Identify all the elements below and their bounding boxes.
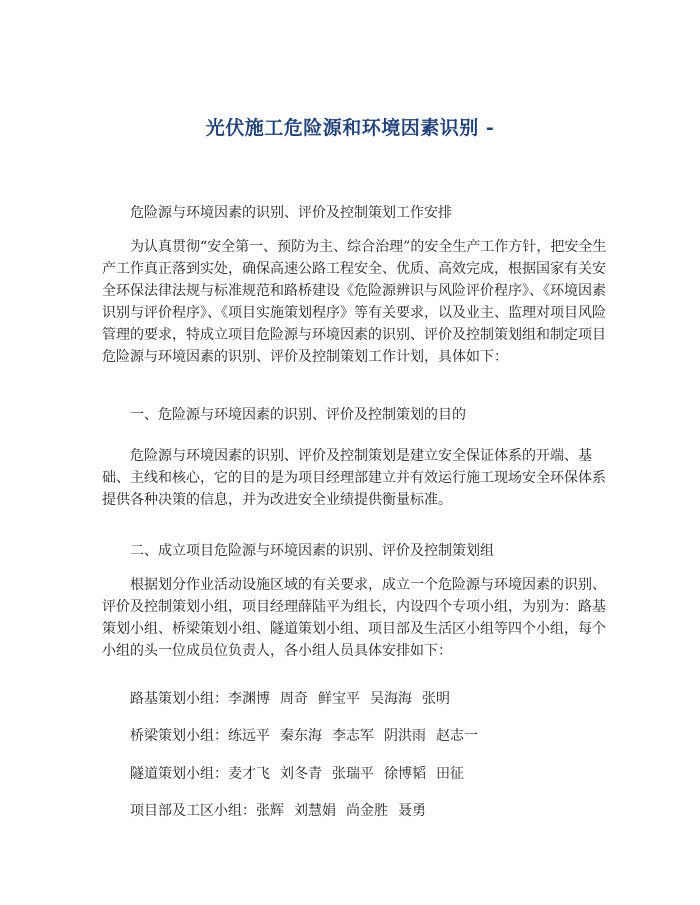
group-label: 隧道策划小组： — [130, 766, 228, 782]
member-name: 张瑞平 — [332, 766, 374, 782]
member-name: 阴洪雨 — [384, 728, 426, 744]
group-bridge — [130, 725, 488, 747]
member-name: 周奇 — [280, 691, 308, 707]
member-name: 聂勇 — [398, 803, 426, 819]
intro-paragraph: 为认真贯彻“安全第一、预防为主、综合治理”的安全生产工作方针，把安全生产工作真正落到实处，确保高速公路工程安全、优质、高效完成，根据国家有关安全环保法律法规与标准规范和路桥建设《危险源辨识与风险评价程序》、《环境因素识别与评价程序》、《项目实施策划程序》等有关要求，以及业主、监理对项目风险管理的要求，特成立项目危险源与环境因素的识别、评价及控制策划组和制定项目危险源与环境因素的识别、评价及控制策划工作计划，具体如下： — [102, 239, 607, 365]
group-tunnel — [130, 763, 474, 785]
member-name: 鲜宝平 — [318, 691, 360, 707]
section2-paragraph: 根据划分作业活动设施区域的有关要求，成立一个危险源与环境因素的识别、评价及控制策划小组，项目经理薛陆平为组长，内设四个专项小组，为别为：路基策划小组、桥梁策划小组、隧道策划小组、项目部及生活区小组等四个小组，每个小组的头一位成员位负责人，各小组人员具体安排如下： — [102, 577, 606, 659]
document-title: 光伏施工危险源和环境因素识别 - — [205, 117, 495, 139]
group-roadbed — [130, 688, 460, 710]
member-name: 尚金胜 — [346, 803, 388, 819]
member-name: 田征 — [436, 766, 464, 782]
group-label: 项目部及工区小组： — [130, 803, 256, 819]
member-name: 赵志一 — [436, 728, 478, 744]
section1-paragraph: 危险源与环境因素的识别、评价及控制策划是建立安全保证体系的开端、基础、主线和核心，它的目的是为项目经理部建立并有效运行施工现场安全环保体系提供各种决策的信息，并为改进安全业绩提供衡量标准。 — [102, 448, 606, 508]
member-name: 秦东海 — [280, 728, 322, 744]
member-name: 刘冬青 — [280, 766, 322, 782]
group-project-office — [130, 800, 436, 822]
section1-heading: 一、危险源与环境因素的识别、评价及控制策划的目的 — [130, 407, 466, 423]
member-name: 麦才飞 — [228, 766, 270, 782]
member-name: 练远平 — [228, 728, 270, 744]
member-name: 张明 — [422, 691, 450, 707]
arrangement-heading: 危险源与环境因素的识别、评价及控制策划工作安排 — [130, 205, 452, 221]
member-name: 刘慧娟 — [294, 803, 336, 819]
section2-heading: 二、成立项目危险源与环境因素的识别、评价及控制策划组 — [130, 543, 494, 559]
member-name: 吴海海 — [370, 691, 412, 707]
group-label: 路基策划小组： — [130, 691, 228, 707]
member-name: 张辉 — [256, 803, 284, 819]
member-name: 李志军 — [332, 728, 374, 744]
member-name: 徐博韬 — [384, 766, 426, 782]
group-label: 桥梁策划小组： — [130, 728, 228, 744]
member-name: 李渊博 — [228, 691, 270, 707]
